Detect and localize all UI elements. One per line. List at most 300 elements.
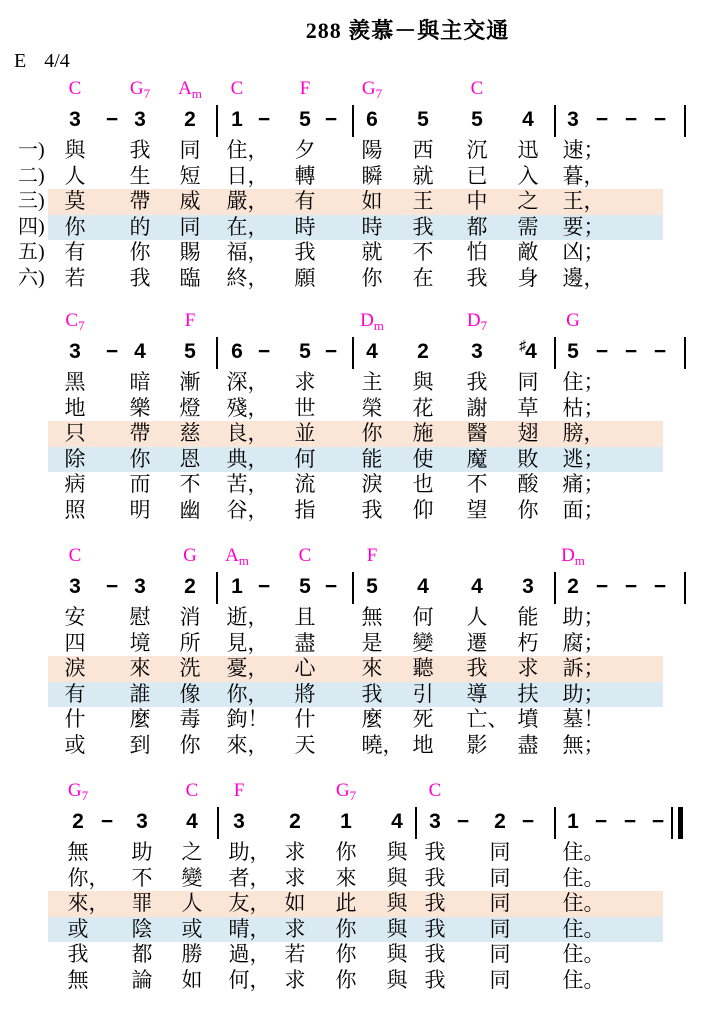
lyric-syllable: 主: [361, 370, 383, 394]
lyric-syllable: 谷，: [226, 497, 269, 522]
lyric-syllable: 住。: [562, 967, 605, 992]
lyric-syllable: 住。: [562, 865, 605, 890]
lyric-syllable: 幽: [179, 497, 201, 522]
lyric-syllable: 與: [386, 916, 408, 941]
lyric-syllable: 魔: [466, 446, 488, 471]
note-digit: 1: [231, 575, 243, 598]
note-dash: −: [651, 810, 665, 833]
time-signature: 4/4: [44, 50, 70, 72]
lyric-syllable: 盡: [517, 732, 539, 757]
lyric-syllable: 你: [361, 421, 383, 445]
lyric-syllable: 墳: [517, 707, 539, 731]
lyric-syllable: 變: [181, 865, 203, 890]
note-digit: 6: [231, 340, 243, 363]
chord-label: $A_m$: [178, 78, 202, 101]
lyric-row: [0, 656, 701, 682]
lyric-syllable: 像: [179, 681, 201, 706]
lyric-syllable: 境: [129, 630, 151, 655]
lyric-syllable: 訴: [562, 656, 584, 680]
barline: [216, 105, 218, 137]
barline: [216, 337, 218, 369]
lyric-syllable: 住: [562, 891, 584, 915]
lyric-syllable: 除: [64, 446, 86, 471]
note-digit: 4: [391, 810, 403, 833]
lyric-syllable: 邊，: [562, 265, 605, 290]
lyric-syllable: 我: [67, 942, 89, 966]
lyric-syllable: 住: [562, 916, 584, 941]
note-digit: 5: [184, 340, 196, 363]
chord-row: [0, 543, 701, 571]
system-2: [0, 308, 701, 523]
lyric-syllable: 迅: [517, 138, 539, 162]
note-digit: 5: [567, 340, 579, 363]
lyric-syllable: 莫: [64, 189, 86, 213]
lyric-syllable: 需: [517, 214, 539, 239]
note-digit: 2: [567, 575, 579, 598]
note-digit: 1: [340, 810, 352, 833]
lyric-syllable: 花: [412, 395, 434, 420]
lyric-syllable: 敵: [517, 240, 539, 264]
lyric-syllable: 草: [517, 395, 539, 420]
barline: [554, 807, 556, 839]
note-digit: 5: [417, 108, 429, 131]
note-dash: −: [257, 575, 271, 598]
note-dash: −: [595, 340, 609, 363]
note-dash: −: [624, 340, 638, 363]
lyric-syllable: 瞬: [361, 163, 383, 188]
lyric-syllable: 過，: [228, 942, 271, 966]
note-dash: −: [105, 340, 119, 363]
chord-subscript: 7: [349, 788, 357, 803]
lyric-row: [0, 472, 701, 498]
lyric-syllable: 我: [424, 916, 446, 941]
chord-subscript: m: [373, 318, 384, 333]
lyric-syllable: 住。: [562, 942, 605, 966]
note-digit: 3: [471, 340, 483, 363]
lyric-row: [0, 498, 701, 524]
lyric-syllable: 你: [226, 681, 248, 706]
lyric-syllable: 苦，: [226, 472, 269, 496]
note-digit: 3: [136, 810, 148, 833]
lyric-syllable: 都: [466, 214, 488, 239]
note-digit: 2: [184, 108, 196, 131]
lyrics-block: [0, 605, 701, 758]
lyric-syllable: 論: [131, 967, 153, 992]
lyric-syllable: 人: [64, 163, 86, 188]
lyric-syllable: 引: [412, 681, 434, 706]
lyric-syllable: 威: [179, 189, 201, 213]
lyric-syllable: 將: [294, 681, 316, 706]
lyric-syllable: 西: [412, 138, 434, 162]
lyric-syllable: 墓！: [562, 707, 605, 731]
lyric-syllable: 中: [466, 189, 488, 213]
lyric-syllable: 凶；: [562, 240, 605, 264]
lyric-syllable: 同: [517, 370, 539, 394]
note-dash: −: [105, 575, 119, 598]
note-dash: −: [521, 810, 535, 833]
system-3: [0, 543, 701, 758]
lyric-syllable: 與: [64, 138, 86, 162]
lyric-syllable: 你: [179, 732, 201, 757]
note-digit: 5: [366, 575, 378, 598]
barline: [415, 807, 417, 839]
chord-label: $A_m$: [225, 545, 249, 568]
lyric-syllable: 地: [64, 395, 86, 420]
note-digit: 5: [471, 108, 483, 131]
lyric-syllable: 不: [179, 472, 201, 496]
lyric-syllable: 已: [466, 163, 488, 188]
lyric-syllable: 願: [294, 265, 316, 290]
lyric-syllable: 都: [131, 942, 153, 966]
note-digit: 2: [417, 340, 429, 363]
lyric-row: [0, 605, 701, 631]
note-dash: −: [456, 810, 470, 833]
lyric-syllable: 所: [179, 630, 201, 655]
lyric-syllable: 地: [412, 732, 434, 757]
lyric-syllable: 我: [361, 497, 383, 522]
lyric-syllable: 我: [424, 840, 446, 864]
lyric-syllable: 無: [67, 967, 89, 992]
lyric-syllable: 嚴: [226, 189, 248, 213]
lyric-syllable: 求: [294, 370, 316, 394]
lyric-syllable: 或: [181, 916, 203, 941]
final-barline-thin: [671, 807, 673, 839]
lyric-syllable: 在: [412, 265, 434, 290]
lyric-syllable: 麼: [129, 707, 151, 731]
lyric-row: [0, 733, 701, 759]
lyric-syllable: 身: [517, 265, 539, 290]
note-dash: −: [257, 108, 271, 131]
lyric-syllable: 何: [412, 605, 434, 629]
lyric-syllable: 淚: [64, 656, 86, 680]
final-barline-thick: [678, 807, 683, 839]
hymn-title: 288 羨慕－與主交通: [305, 18, 510, 43]
lyric-syllable: 天: [294, 732, 316, 757]
lyric-syllable: 福，: [226, 240, 269, 264]
chord-label: $G_7$: [335, 780, 357, 803]
note-digit: 4: [417, 575, 429, 598]
lyric-syllable: 時: [361, 214, 383, 239]
note-digit: 3: [69, 575, 81, 598]
lyric-syllable: 你，: [67, 865, 110, 890]
chord-label: $D_7$: [466, 310, 488, 333]
lyric-syllable: 病: [64, 472, 86, 496]
lyric-syllable: 助；: [562, 605, 605, 629]
lyric-syllable: 如: [181, 967, 203, 992]
chord-subscript: 7: [375, 86, 383, 101]
lyric-syllable: 我: [129, 138, 151, 162]
lyric-syllable: 來: [67, 891, 89, 915]
lyric-syllable: 求: [284, 967, 306, 992]
lyric-syllable: 你: [335, 942, 357, 966]
lyric-row: [0, 164, 701, 190]
lyric-syllable: 無；: [562, 732, 605, 757]
note-dash: −: [623, 810, 637, 833]
lyric-syllable: 與: [386, 942, 408, 966]
chord-label: C: [68, 545, 82, 566]
lyric-syllable: 安: [64, 605, 86, 629]
lyric-syllable: 深，: [226, 370, 269, 394]
lyric-syllable: 殘，: [226, 395, 269, 420]
lyric-syllable: 同: [489, 967, 511, 992]
lyric-syllable: 鉤！: [226, 707, 269, 731]
lyric-syllable: 什: [294, 707, 316, 731]
lyric-syllable: 翅: [517, 421, 539, 445]
lyric-syllable: 如: [284, 891, 306, 915]
lyric-syllable: 指: [294, 497, 316, 522]
lyric-syllable: 的: [129, 214, 151, 239]
lyric-syllable: 我: [129, 265, 151, 290]
lyric-syllable: 我: [424, 942, 446, 966]
lyric-row: [0, 891, 701, 917]
lyric-row: [0, 917, 701, 943]
lyric-syllable: 心: [294, 656, 316, 680]
lyric-syllable: 同: [489, 942, 511, 966]
barline: [216, 572, 218, 604]
note-digit: 2: [72, 810, 84, 833]
chord-label: F: [366, 545, 378, 566]
barline: [554, 572, 556, 604]
lyric-syllable: 導: [466, 681, 488, 706]
lyric-syllable: 就: [361, 240, 383, 264]
lyric-syllable: 你: [335, 916, 357, 941]
lyric-syllable: 膀: [562, 421, 584, 445]
lyric-syllable: 有: [64, 240, 86, 264]
lyric-syllable: 之: [181, 840, 203, 864]
lyric-syllable: 夕: [294, 138, 316, 162]
lyric-syllable: 施: [412, 421, 434, 445]
chord-subscript: 7: [78, 318, 85, 333]
note-digit: 5: [299, 340, 311, 363]
lyric-row: [0, 866, 701, 892]
lyric-syllable: 住。: [562, 840, 605, 864]
lyric-syllable: 同: [489, 840, 511, 864]
note-dash: −: [595, 108, 609, 131]
lyrics-block: [0, 138, 701, 291]
lyric-syllable: 你: [361, 265, 383, 290]
lyric-syllable: 生: [129, 163, 151, 188]
lyric-syllable: 聽: [412, 656, 434, 680]
lyric-syllable: 消: [179, 605, 201, 629]
note-digit: ♯4: [519, 337, 537, 363]
lyric-syllable: 求: [284, 865, 306, 890]
lyric-syllable: 來: [335, 865, 357, 890]
chord-label: C: [470, 78, 484, 99]
note-digit: 2: [494, 810, 506, 833]
lyric-syllable: 燈: [179, 395, 201, 420]
lyric-syllable: 我: [294, 240, 316, 264]
lyric-syllable: 暮，: [562, 163, 605, 188]
lyric-row: [0, 189, 701, 215]
lyric-syllable: 友: [228, 891, 250, 915]
jianpu-note-row: [0, 806, 701, 840]
lyric-syllable: 我: [412, 214, 434, 239]
note-dash: −: [324, 575, 338, 598]
lyric-syllable: 助，: [228, 840, 271, 864]
lyric-row: [0, 396, 701, 422]
lyric-syllable: 敗: [517, 446, 539, 471]
chord-subscript: m: [574, 553, 585, 568]
lyric-syllable: 王: [562, 189, 584, 213]
chord-label: F: [233, 780, 245, 801]
barline: [554, 105, 556, 137]
lyric-syllable: 慰: [129, 605, 151, 629]
jianpu-note-row: [0, 104, 701, 138]
chord-label: C: [298, 545, 312, 566]
lyric-syllable: 有: [294, 189, 316, 213]
note-digit: 5: [299, 108, 311, 131]
key-time-signature: [14, 50, 70, 73]
lyric-syllable: 就: [412, 163, 434, 188]
note-dash: −: [653, 575, 667, 598]
lyric-syllable: 你: [64, 214, 86, 239]
lyric-row: [0, 421, 701, 447]
lyric-syllable: 誰: [129, 681, 151, 706]
lyric-syllable: 你: [335, 967, 357, 992]
note-digit: 4: [471, 575, 483, 598]
lyric-syllable: 見，: [226, 630, 269, 655]
lyric-syllable: 也: [412, 472, 434, 496]
lyric-syllable: 不: [466, 472, 488, 496]
lyric-syllable: 與: [386, 865, 408, 890]
lyrics-block: [0, 370, 701, 523]
note-dash: −: [624, 108, 638, 131]
lyric-syllable: 帶: [129, 421, 151, 445]
lyric-row: [0, 266, 701, 292]
lyric-syllable: 曉，: [361, 732, 404, 757]
lyric-syllable: 我: [466, 656, 488, 680]
lyric-syllable: 洗: [179, 656, 201, 680]
lyric-syllable: 帶: [129, 189, 151, 213]
lyric-syllable: 暗: [129, 370, 151, 394]
lyric-syllable: 何: [294, 446, 316, 471]
end-barline: [684, 337, 686, 369]
note-digit: 6: [366, 108, 378, 131]
lyric-syllable: 無: [67, 840, 89, 864]
chord-label: $G_7$: [129, 78, 151, 101]
lyric-syllable: 同: [179, 138, 201, 162]
lyric-syllable: 望: [466, 497, 488, 522]
verse-number-label: 二): [18, 164, 45, 187]
lyric-syllable: 人: [466, 605, 488, 629]
verse-number-label: 五): [18, 241, 45, 263]
lyric-syllable: 麼: [361, 707, 383, 731]
verse-number-label: 六): [18, 266, 45, 289]
note-digit: 1: [567, 810, 579, 833]
note-digit: 3: [429, 810, 441, 833]
lyric-row: [0, 447, 701, 473]
chord-subscript: 7: [143, 86, 151, 101]
lyric-syllable: 恩: [179, 446, 201, 471]
lyric-syllable: 憂: [226, 656, 248, 680]
barline: [352, 105, 354, 137]
lyric-row: [0, 840, 701, 866]
lyric-syllable: 若: [64, 265, 86, 290]
system-1: [0, 76, 701, 291]
lyric-syllable: 王: [412, 189, 434, 213]
lyric-syllable: 日，: [226, 163, 269, 188]
lyric-syllable: 枯；: [562, 395, 605, 420]
lyric-syllable: 使: [412, 446, 434, 471]
note-digit: 3: [567, 108, 579, 131]
lyric-row: [0, 968, 701, 994]
barline: [352, 337, 354, 369]
note-dash: −: [624, 575, 638, 598]
lyric-syllable: 是: [361, 630, 383, 655]
verse-number-label: 三): [18, 190, 45, 212]
lyric-row: [0, 370, 701, 396]
lyric-syllable: 同: [489, 865, 511, 890]
lyric-syllable: 慈: [179, 421, 201, 445]
chord-label: G: [566, 310, 580, 331]
lyric-syllable: 你: [129, 446, 151, 471]
lyric-row: [0, 631, 701, 657]
chord-label: F: [184, 310, 196, 331]
lyric-syllable: 陰: [131, 916, 153, 941]
lyric-syllable: 樂: [129, 395, 151, 420]
barline: [554, 337, 556, 369]
lyric-syllable: 與: [386, 840, 408, 864]
key-signature: E: [14, 50, 27, 72]
lyric-syllable: 助: [562, 681, 584, 706]
lyric-syllable: 淚: [361, 472, 383, 496]
lyric-syllable: 我: [466, 370, 488, 394]
lyric-syllable: 我: [424, 967, 446, 992]
lyric-syllable: 勝: [181, 942, 203, 966]
note-dash: −: [653, 108, 667, 131]
lyric-syllable: 同: [489, 891, 511, 915]
lyric-syllable: 而: [129, 472, 151, 496]
note-dash: −: [595, 575, 609, 598]
lyric-syllable: 陽: [361, 138, 383, 162]
lyric-syllable: 什: [64, 707, 86, 731]
lyric-syllable: 能: [361, 446, 383, 471]
note-digit: 3: [69, 108, 81, 131]
chord-label: G: [183, 545, 197, 566]
note-digit: 2: [289, 810, 301, 833]
lyric-syllable: 臨: [179, 265, 201, 290]
lyric-syllable: 並: [294, 421, 316, 445]
lyric-syllable: 與: [386, 891, 408, 915]
lyric-syllable: 轉: [294, 163, 316, 188]
lyric-syllable: 死: [412, 707, 434, 731]
lyric-syllable: 人: [181, 891, 203, 915]
note-dash: −: [324, 340, 338, 363]
lyric-syllable: 同: [179, 214, 201, 239]
chord-label: $G_7$: [67, 780, 89, 803]
lyric-syllable: 明: [129, 497, 151, 522]
lyric-syllable: 求: [284, 916, 306, 941]
jianpu-note-row: [0, 336, 701, 370]
barline: [352, 572, 354, 604]
lyric-syllable: 扶: [517, 681, 539, 706]
lyric-syllable: 何，: [228, 967, 271, 992]
lyric-syllable: 我: [424, 865, 446, 890]
lyric-syllable: 變: [412, 630, 434, 655]
note-digit: 3: [522, 575, 534, 598]
lyric-syllable: 腐；: [562, 630, 605, 655]
lyric-syllable: 典: [226, 446, 248, 471]
lyric-syllable: 此: [335, 891, 357, 915]
lyric-syllable: 照: [64, 497, 86, 522]
lyric-syllable: 之: [517, 189, 539, 213]
lyric-syllable: 盡: [294, 630, 316, 655]
lyric-syllable: 且: [294, 605, 316, 629]
lyric-syllable: 流: [294, 472, 316, 496]
end-barline: [684, 105, 686, 137]
lyric-syllable: 朽: [517, 630, 539, 655]
lyric-syllable: 住；: [562, 370, 605, 394]
